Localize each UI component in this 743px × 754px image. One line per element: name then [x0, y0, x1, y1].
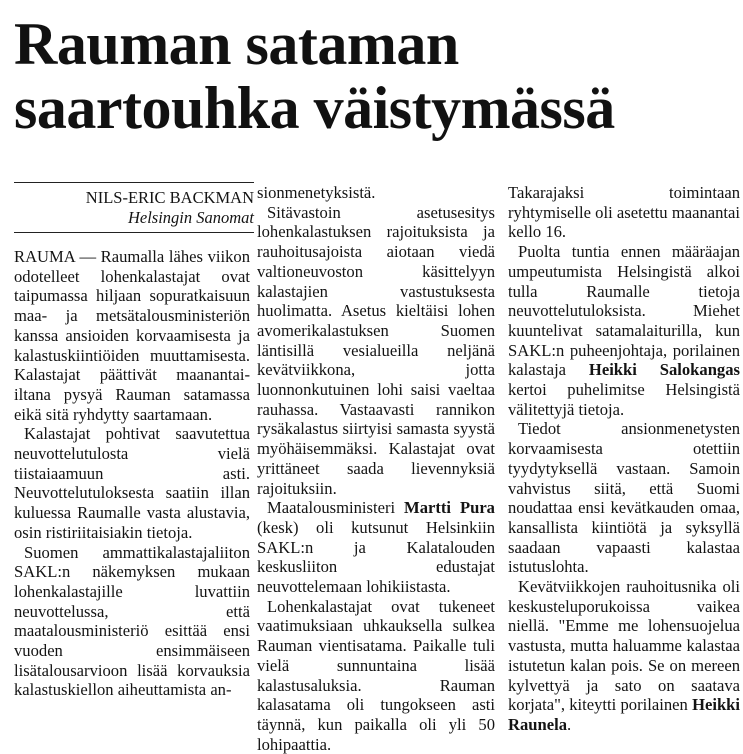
text-run: Puolta tuntia ennen määräajan umpeutumista Helsingistä alkoi tulla Raumalle tietoja neuvottelutuloksista. Miehet kuuntelivat satamalaiturilla, kun SAKL:n puheenjohtaja, porilainen kalastaja	[508, 242, 740, 380]
text-run: Maatalousministeri	[267, 498, 396, 518]
person-name: Martti Pura	[404, 498, 495, 518]
byline-rule-bottom	[14, 232, 254, 233]
text-run: (kesk) oli kutsunut Helsinkiin SAKL:n ja Kalatalouden keskusliiton edustajat neuvottelemaan lohikiistasta.	[257, 517, 495, 597]
headline-line-1: Rauman sataman	[14, 11, 459, 77]
person-name: Heikki Raunela	[508, 695, 740, 734]
paragraph: sionmenetyksistä.	[257, 183, 376, 202]
paragraph: RAUMA — Raumalla lähes viikon odotelleet lohenkalastajat ovat taipumassa hiljaan sopuratkaisuun maa- ja metsätalousministeriön kanssa ansioiden korvaamisesta ja kalastuskiintiöiden muuttamisesta. Kalastajat päättivät maanantai-iltana pysyä Rauman satamassa eikä sitä ryhdytty saartamaan.	[14, 247, 250, 424]
person-name: Heikki Salokangas	[588, 360, 740, 380]
paragraph	[257, 498, 495, 597]
byline-rule	[14, 182, 254, 183]
byline-source: Helsingin Sanomat	[127, 208, 254, 227]
byline-author: NILS-ERIC BACKMAN	[85, 188, 254, 207]
byline	[18, 188, 254, 228]
paragraph	[508, 242, 740, 419]
paragraph: Suomen ammattikalastajaliiton SAKL:n näkemyksen mukaan lohenkalastajille luvattiin neuvottelussa, että maatalousministeriö esittää ensi vuoden ensimmäiseen lisätalousarvioon lisää korvauksia kalastuskiellon aiheuttamista an-	[14, 542, 250, 700]
paragraph: Lohenkalastajat ovat tukeneet vaatimuksiaan uhkauksella sulkea Rauman vientisatama. Paikalle tuli vielä sunnuntaina lisää kalastusaluksia. Rauman kalasatama oli tungokseen asti täynnä, kun paikalla oli yli 50 lohipaattia.	[257, 596, 495, 754]
paragraph: Tiedot ansionmenetysten korvaamisesta otettiin tyydytyksellä vastaan. Samoin vahvistus siitä, että Suomi noudattaa ensi kevätkauden omaa, kansallista kiintiötä ja syksyllä saadaan vapaasti kalastaa istutuslohta.	[508, 419, 740, 577]
headline-line-2: saartouhka väistymässä	[14, 75, 615, 141]
article-column-1	[14, 247, 250, 700]
headline	[14, 12, 734, 140]
article-column-3	[508, 183, 740, 735]
paragraph: Kalastajat pohtivat saavutettua neuvottelutulosta vielä tiistaiaamuun asti. Neuvottelutuloksesta saatiin illan kuluessa Raumalle vasta alustavia, osin ristiriitaisiakin tietoja.	[14, 424, 250, 542]
paragraph: Sitävastoin asetusesitys lohenkalastuksen rajoituksista ja rauhoitusajoista aiotaan viedä valtioneuvoston käsittelyyn kalastajien vastustuksesta huolimatta. Asetus kieltäisi lohen avomerikalastuksen Suomen läntisillä vesialueilla neljänä kevätviikkona, jotta luonnonkutuinen lohi saisi vaeltaa rauhassa. Vastaavasti rannikon rysäkalastus siirtyisi samasta syystä myöhäisemmäksi. Kalastajat ovat yrittäneet saada lievennyksiä rajoituksiin.	[257, 202, 495, 498]
text-run: .	[567, 714, 572, 734]
article-column-2	[257, 183, 495, 754]
text-run: kertoi puhelimitse Helsingistä välitettyjä tietoja.	[508, 380, 740, 419]
paragraph: Takarajaksi toimintaan ryhtymiselle oli asetettu maanantai kello 16.	[508, 183, 740, 242]
text-run: Kevätviikkojen rauhoitusnika oli keskusteluporukoissa vaikea niellä. "Emme me lohensuojelua vastusta, mutta haluamme kalastaa istutetun kalan pois. Se on mereen kylvettyä ja sato on saatava korjata", kiteytti porilainen	[508, 577, 740, 715]
paragraph	[508, 577, 740, 735]
